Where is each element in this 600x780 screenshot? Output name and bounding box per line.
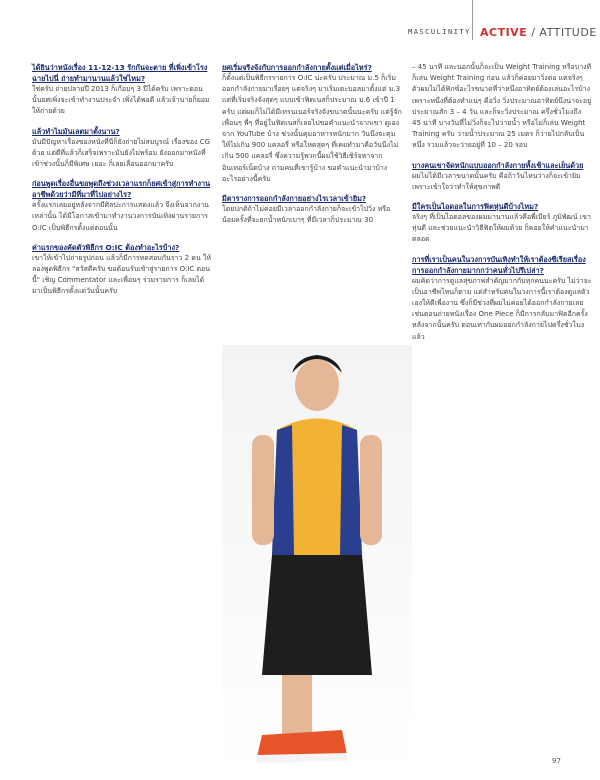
column-2 xyxy=(222,62,402,226)
question: ได้ยินว่าหนังเรื่อง 11-12-13 รักกันจะตาย ที่เพิ่งเข้าโรงฉายไปนี่ ถ่ายทำมานานแล้วใช่ไหม? xyxy=(32,63,208,83)
answer: โดยปกติถ้าไม่ค่อยมีเวลาออกกำลังกายก็จะเข้าไปวิ่ง หรือน้อยครั้งที่จะยกน้ำหนักเบาๆ ที่มีเวลาก็ประมาณ 30 xyxy=(222,205,391,225)
section-label: MASCULINITY xyxy=(408,28,471,36)
category-label: ACTIVE / ATTITUDE xyxy=(480,26,597,39)
athlete-illustration xyxy=(222,345,412,775)
athlete-photo xyxy=(222,345,412,775)
answer: ครั้งแรกเลยอยู่หลังจากมีศิลปะการแสดงแล้ว จึงเห็นจากงานเหล่านั้น ได้มีโอกาสเข้ามาทำงานวงการบันเทิงผ่านรายการ O:IC เป็นพิธีกรตั้งแต่ตอนนั้น xyxy=(32,201,209,232)
question: บางคนเขาจัดหนักแบบออกกำลังกายทั้งเช้าและเย็นด้วย xyxy=(412,160,584,170)
page-header xyxy=(380,0,600,40)
answer: ผมไม่ได้มีเวลาขนาดนั้นครับ คือถ้าวันไหนว่างก็จะเข้ายิมเพราะเข้าใจว่าทำให้สุขภาพดี xyxy=(412,171,581,191)
answer: – 45 นาที และนอกนั้นก็จะเป็น Weight Training หรือบางทีก็เล่น Weight Training ก่อน แล้วก็ค่อยมาวิ่งต่อ แต่จริงๆ ตัวผมไม่ได้ฟิกซ์อะไรขนาดที่ว่าหนึ่งอาทิตย์ต้องเล่นอะไรบ้าง เพราะหนึ่งที่ต้องทำแน่ๆ คือวิ่ง วิ่งประมาณอาทิตย์นึงน่าจะอยู่ประมาณสัก 3 – 4 วัน และก็จะวิ่งประมาณ ครึ่งชั่วโมงถึง 45 นาที บางวันที่ไม่วิ่งก็จะไปว่ายน้ำ หรือไม่ก็เล่น Weight Training ครับ ว่ายน้ำประมาณ 25 เมตร ก็ว่ายไปกลับเป็นหนึ่ง รวมแล้วจะว่ายอยู่ที่ 10 – 20 รอบ xyxy=(412,63,592,150)
question: มีตารางการออกกำลังกายอย่างไรเวลาเข้ายิม? xyxy=(222,194,367,204)
answer: มันมีปัญหาเรื่องของหนังที่นี่ก็ยังถ่ายไม่สมบูรณ์ เรื่องของ CG ด้วย แต่ดีที่แล้วก็เสร็จเพราะมันยังไม่พร้อม ยังออกมาหนังที่เข้าช่วงนั้นก็มีพิเศษ เยอะ ก็เลยเลื่อนออกมาครับ xyxy=(32,137,211,169)
answer: ผมคิดว่าการดูแลสุขภาพสำคัญมากกับทุกคนนะครับ ไม่ว่าจะเป็นอาชีพไหนก็ตาม แต่สำหรับคนในวงการนี้เราต้องดูแลตัวเองให้ดีเพื่องาน ซึ่งก็มีช่วงที่ผมไม่ค่อยได้ออกกำลังกายเลย เช่นตอนถ่ายหนังเรื่อง One Piece ก็มีการกลับมาฟิตอีกครั้งหลังจากนั้นครับ ตอนเท่ากับผมออกกำลังกายไปครึ่งชั่วโมงแล้ว xyxy=(412,276,592,341)
question: การที่เราเป็นคนในวงการบันเทิงทำให้เราต้องซีเรียสเรื่องการออกกำลังกายมากกว่าคนทั่วไปรึเปล่า? xyxy=(412,254,586,275)
header-divider xyxy=(472,0,473,40)
answer: ใช่ครับ ถ่ายปลายปี 2013 ก็เกือบๆ 3 ปีได้ครับ เพราะตอนนั้นยศเพิ่งจะเข้าทำงานประจำ เพิ่งได้พอดี แล้วเจ้านายก็ยอมให้ถ่ายด้วย xyxy=(32,85,210,116)
answer: จริงๆ ที่เป็นไอดอลของผมมานานแล้วคือพี่เบียร์ ภูมิพัฒน์ เขาหุ่นดี และช่วยแนะนำวิธีฟิตให้ผมด้วย ก็คอยให้คำแนะนำมาตลอด xyxy=(412,213,591,244)
question: ยศเริ่มจริงจังกับการออกกำลังกายตั้งแต่เมื่อไหร่? xyxy=(222,63,372,72)
question: ก่อนพูดเรื่องอื่นขอพูดถึงช่วงเวลาแรกก็ยศเข้าสู่การทำงานอาชีพด้วยว่ามีที่มาที่ไปอย่างไร? xyxy=(32,179,211,200)
answer: ก็ตั้งแต่เป็นพิธีกรรายการ O:IC น่ะครับ ประมาณ ม.5 ก็เริ่มออกกำลังกายมาเรื่อยๆ แต่จริงๆ มาเริ่มเตะบอลมาตั้งแต่ ม.3 แต่ที่เริ่มจริงจังสุดๆ แบบเข้าฟิตเนสก็ประมาณ ม.6 เข้าปี 1 ครับ แต่ผมก็ไม่ได้มีเทรนเนอร์จริงจังขนาดนั้นนะครับ แต่รู้จักเพื่อนๆ พี่ๆ ที่อยู่ในฟิตเนสก็เลยไปขอคำแนะนำจากเขา ดูเองจาก YouTube บ้าง ช่วงนั้นคุมอาหารหนักมาก วันนึงจะคุมให้ไม่เกิน 900 แคลอรี่ หรือโหดสุดๆ ที่เคยทำมาคือวันนึงไม่เกิน 500 แคลอรี่ ซึ่งความรู้พวกนี้ผมใช้วิธีเซิร์จหาจากอินเทอร์เน็ตบ้าง ถามคนที่เขารู้บ้าง ขอคำแนะนำมาบ้าง อะไรอย่างนี้ครับ xyxy=(222,74,402,183)
answer: เขาให้เข้าไปถ่ายรูปก่อน แล้วก็มีการทดสอบกันราว 2 คน ให้ลองพูดพิธีกร "สวัสดีครับ ขอต้อนรับเข้าสู่รายการ O:IC ตอนนี้" เชิญ Commentator และเพื่อนๆ ร่วมรายการ ก็เลยได้มาเป็นพิธีกรตั้งแต่วันนั้นครับ xyxy=(32,253,212,296)
question: แล้วทำไมมันเลตมาตั้งนาน? xyxy=(32,126,120,136)
column-3 xyxy=(412,62,592,343)
question: ค่าแรกของคัดตัวพิธีกร O:IC ต้องทำอะไรบ้าง? xyxy=(32,242,180,252)
page-number: 97 xyxy=(552,757,561,765)
accent-word: ACTIVE xyxy=(480,26,528,39)
column-1 xyxy=(32,62,212,298)
category-word: ATTITUDE xyxy=(539,26,597,39)
question: มีใครเป็นไอดอลในการฟิตหุ่นดีบ้างไหม? xyxy=(412,202,539,212)
